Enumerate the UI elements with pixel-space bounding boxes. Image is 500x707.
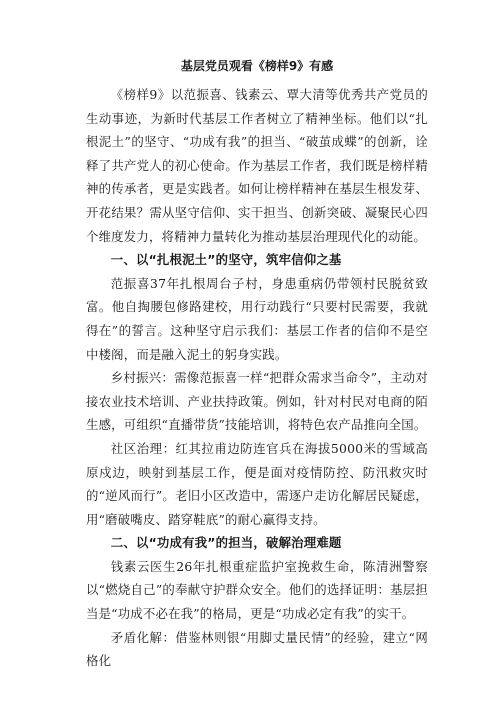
section-2-heading: 二、以“功成有我”的担当，破解治理难题: [110, 535, 342, 551]
document-title: 基层党员观看《榜样9》有感: [180, 59, 334, 73]
section-1-paragraph-1: 范振喜37年扎根周台子村，身患重病仍带领村民脱贫致富。他自掏腰包修路建校，用行动践行“只要村民需要，我就得在”的誓言。这种坚守启示我们：基层工作者的信仰不是空中楼阁，而是融入泥土的躬身实践。: [86, 275, 428, 362]
section-1-paragraph-3: 社区治理：红其拉甫边防连官兵在海拔5000米的雪域高原戍边，映射到基层工作，便是面对疫情防控、防汛救灾时的“逆风而行”。老旧小区改造中，需逐户走访化解居民疑虑，用“磨破嘴皮、踏穿鞋底”的耐心赢得支持。: [86, 440, 428, 527]
section-1-heading: 一、以“扎根泥土”的坚守，筑牢信仰之基: [110, 252, 342, 268]
section-2-paragraph-2: 矛盾化解：借鉴林则银“用脚丈量民情”的经验，建立“网格化: [86, 629, 428, 669]
intro-paragraph: 《榜样9》以范振喜、钱素云、覃大清等优秀共产党员的生动事迹，为新时代基层工作者树立了精神坐标。他们以“扎根泥土”的坚守、“功成有我”的担当、“破茧成蝶”的创新，诠释了共产党人的初心使命。作为基层工作者，我们既是榜样精神的传承者，更是实践者。如何让榜样精神在基层生根发芽、开花结果？需从坚守信仰、实干担当、创新突破、凝聚民心四个维度发力，将精神力量转化为推动基层治理现代化的动能。: [86, 87, 428, 244]
section-2-paragraph-1: 钱素云医生26年扎根重症监护室挽救生命，陈清洲警察以“燃烧自己”的奉献守护群众安全。他们的选择证明：基层担当是“功成不必在我”的格局，更是“功成必定有我”的实干。: [86, 558, 428, 622]
section-1-paragraph-2: 乡村振兴：需像范振喜一样“把群众需求当命令”，主动对接农业技术培训、产业扶持政策。例如，针对村民对电商的陌生感，可组织“直播带货”技能培训，将特色农产品推向全国。: [86, 370, 428, 433]
document-body: [86, 57, 428, 673]
